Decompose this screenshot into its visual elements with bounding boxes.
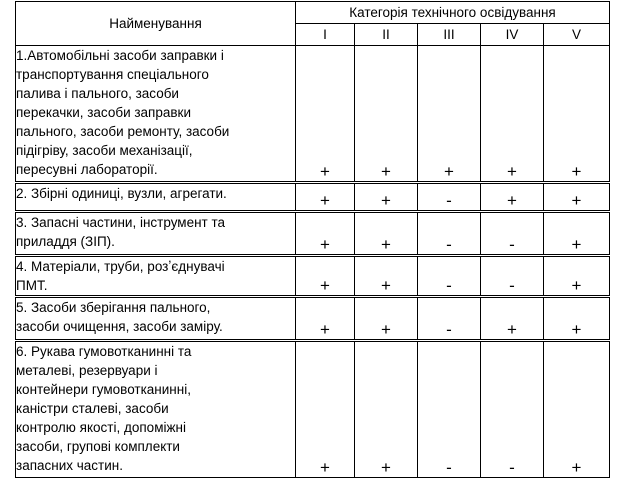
mark-cell: + <box>296 256 355 297</box>
header-row-top <box>16 2 610 24</box>
table-row <box>16 46 610 183</box>
row-name-line: палива і пального, засоби <box>16 86 179 101</box>
table-row <box>16 256 610 297</box>
row-name-line: 1.Автомобільні засоби заправки і <box>16 48 224 63</box>
row-name <box>16 256 296 297</box>
table-row <box>16 212 610 256</box>
mark-cell: - <box>418 341 481 478</box>
row-name <box>16 183 296 212</box>
row-name <box>16 297 296 341</box>
mark-cell: - <box>418 183 481 212</box>
table-row <box>16 341 610 478</box>
row-name-line: запасних частин. <box>16 458 123 473</box>
row-name-line: пересувні лабораторії. <box>16 162 158 177</box>
mark-cell: + <box>296 297 355 341</box>
category-ii-header: II <box>355 24 418 46</box>
category-iv-header: IV <box>481 24 544 46</box>
row-name-line: контролю якості, допоміжні <box>16 420 186 435</box>
row-name <box>16 46 296 183</box>
mark-cell: - <box>481 212 544 256</box>
row-name-line: засоби очищення, засоби заміру. <box>16 319 223 334</box>
mark-cell: - <box>418 212 481 256</box>
mark-cell: + <box>544 341 610 478</box>
mark-cell: + <box>544 183 610 212</box>
mark-cell: + <box>296 341 355 478</box>
mark-cell: - <box>418 297 481 341</box>
mark-cell: + <box>544 46 610 183</box>
mark-cell: + <box>544 297 610 341</box>
row-name-line: перекачки, засоби заправки <box>16 105 192 120</box>
row-name-line: металеві, резервуари і <box>16 363 158 378</box>
mark-cell: + <box>355 212 418 256</box>
row-name-line: ПМТ. <box>16 278 48 293</box>
category-column-header: Категорія технічного освідування <box>296 2 610 24</box>
inspection-category-table <box>15 1 610 478</box>
row-name <box>16 341 296 478</box>
row-name-line: 6. Рукава гумовотканинні та <box>16 344 192 359</box>
row-name-line: транспортування спеціального <box>16 67 209 82</box>
category-iii-header: III <box>418 24 481 46</box>
category-i-header: I <box>296 24 355 46</box>
row-name-line: 2. Збірні одиниці, вузли, агрегати. <box>16 186 227 201</box>
mark-cell: - <box>481 256 544 297</box>
mark-cell: + <box>418 46 481 183</box>
row-name-line: приладдя (ЗІП). <box>16 234 115 249</box>
name-column-header: Найменування <box>16 2 296 46</box>
row-name-line: каністри сталеві, засоби <box>16 401 169 416</box>
mark-cell: + <box>544 256 610 297</box>
mark-cell: - <box>418 256 481 297</box>
mark-cell: + <box>481 46 544 183</box>
row-name <box>16 212 296 256</box>
row-name-line: 5. Засоби зберігання пального, <box>16 300 211 315</box>
row-name-line: підігріву, засоби механізації, <box>16 143 193 158</box>
mark-cell: + <box>355 46 418 183</box>
row-name-line: 3. Запасні частини, інструмент та <box>16 215 226 230</box>
mark-cell: + <box>355 183 418 212</box>
row-name-line: засоби, групові комплекти <box>16 439 180 454</box>
mark-cell: + <box>355 341 418 478</box>
row-name-line: 4. Матеріали, труби, розʼєднувачі <box>16 259 225 274</box>
mark-cell: + <box>296 212 355 256</box>
category-v-header: V <box>544 24 610 46</box>
table-row <box>16 183 610 212</box>
mark-cell: + <box>355 256 418 297</box>
mark-cell: + <box>296 183 355 212</box>
row-name-line: контейнери гумовотканинні, <box>16 382 191 397</box>
table-row <box>16 297 610 341</box>
mark-cell: + <box>355 297 418 341</box>
mark-cell: + <box>481 183 544 212</box>
mark-cell: - <box>481 341 544 478</box>
mark-cell: + <box>481 297 544 341</box>
mark-cell: + <box>544 212 610 256</box>
mark-cell: + <box>296 46 355 183</box>
row-name-line: пального, засоби ремонту, засоби <box>16 124 230 139</box>
